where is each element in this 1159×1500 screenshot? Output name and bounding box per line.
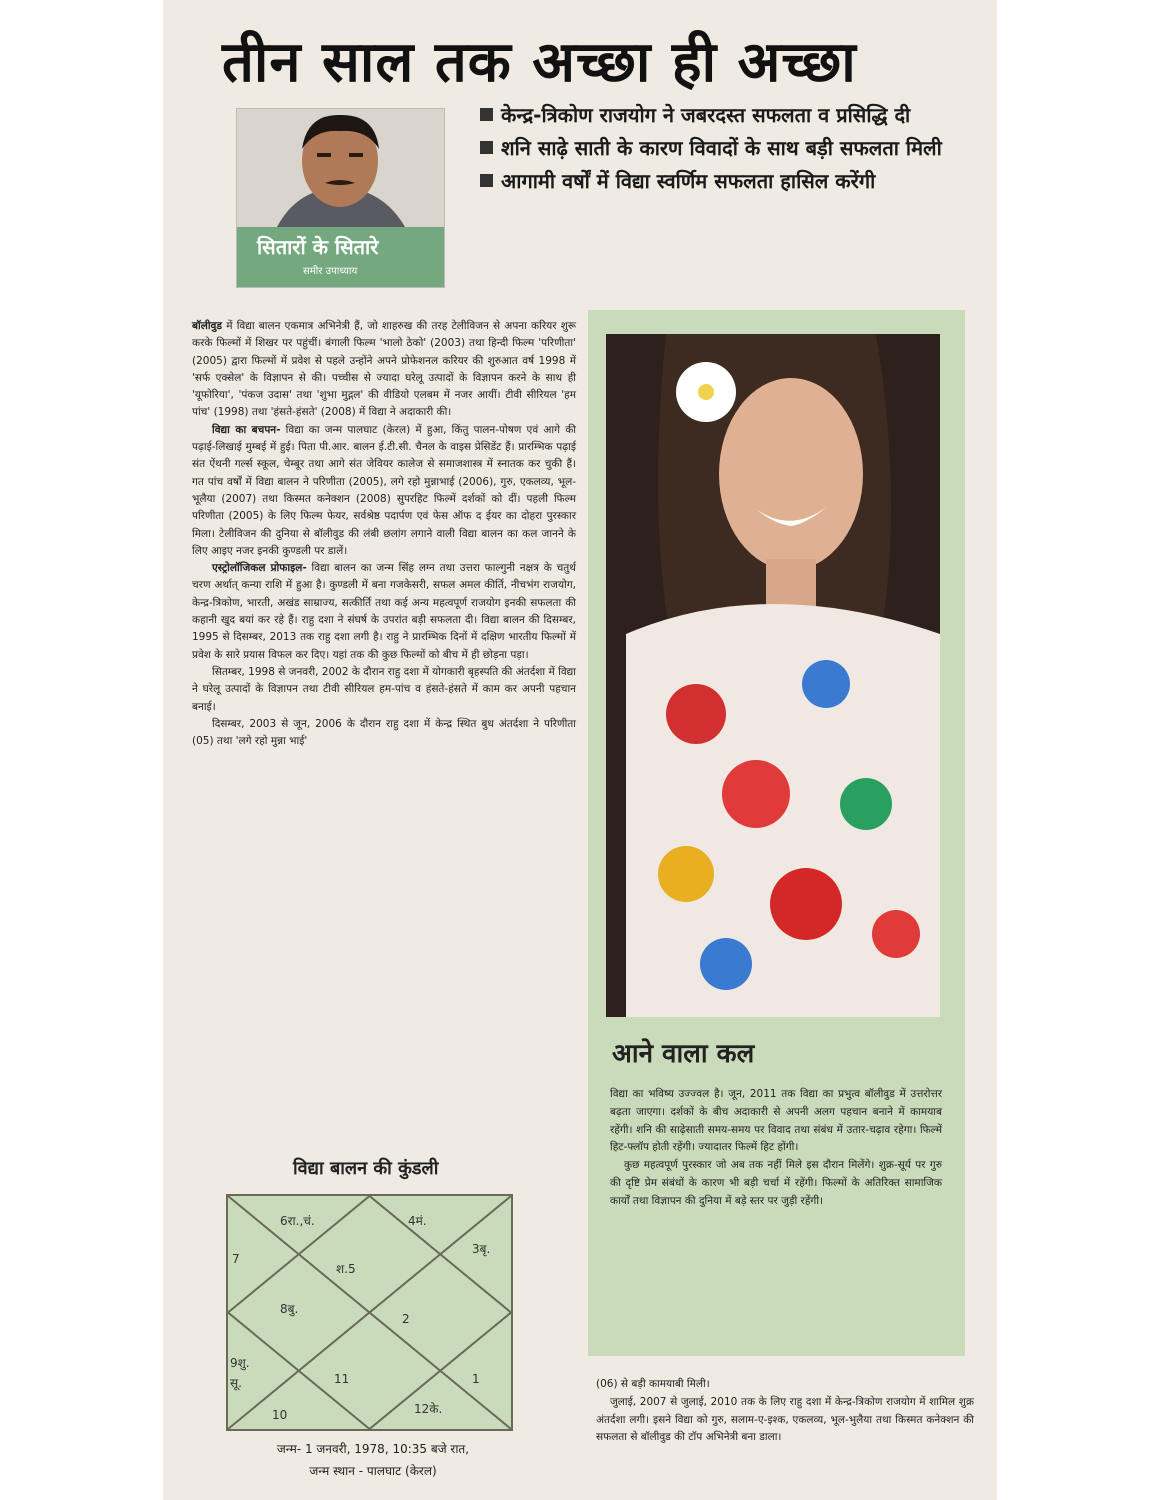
headline: तीन साल तक अच्छा ही अच्छा — [222, 30, 857, 95]
square-bullet-icon — [480, 174, 493, 187]
kundli-house: 6रा.,चं. — [280, 1214, 315, 1228]
paragraph: बॉलीवुड में विद्या बालन एकमात्र अभिनेत्री हैं, जो शाहरुख की तरह टेलीविजन से अपना करियर शुरू करके फिल्मों में शिखर पर पहुंचीं। बंगाली फिल्म 'भालो ठेको' (2003) तथा हिन्दी फिल्म 'परिणीता' (2005) द्वारा फिल्मों में प्रवेश से पहले उन्होंने अपने प्रोफेशनल करियर की शुरुआत वर्ष 1998 में 'सर्फ एक्सेल' के विज्ञापन से की। पच्चीस से ज्यादा घरेलू उत्पादों के विज्ञापन करने के साथ ही 'यूफोरिया', 'पंकज उदास' तथा 'शुभा मुद्गल' की वीडियो एलबम में नजर आयीं। टीवी सीरियल 'हम पांच' (1998) तथा 'हंसते-हंसते' (2008) में विद्या ने अदाकारी की। — [192, 320, 576, 419]
square-bullet-icon — [480, 108, 493, 121]
birth-date: जन्म- 1 जनवरी, 1978, 10:35 बजे रात, — [276, 1442, 470, 1456]
paragraph: विद्या का बचपन- विद्या का जन्म पालघाट (केरल) में हुआ, किंतु पालन-पोषण एवं आगे की पढ़ाई-लिखाई मुम्बई में हुई। पिता पी.आर. बालन ई.टी.सी. चैनल के वाइस प्रेसिडेंट हैं। प्रारम्भिक पढ़ाई संत ऐंथनी गर्ल्स स्कूल, चेम्बूर तथा आगे संत जेवियर कालेज से समाजशास्त्र में स्नातक कर चुकी हैं। गत पांच वर्षों में विद्या बालन ने परिणीता (2005), लगे रहो मुन्नाभाई (2006), गुरु, एकलव्य, भूल-भूलैया (2007) तथा किस्मत कनेक्शन (2008) सुपरहिट फिल्में दर्शकों को दीं। पहली फिल्म परिणीता (2005) के लिए फिल्म फेयर, सर्वश्रेष्ठ पदार्पण एवं फेस ऑफ द ईयर का दोहरा पुरस्कार मिला। टेलीविजन की दुनिया से बॉलीवुड की लंबी छलांग लगाने वाली विद्या बालन का कल जानने के लिए आइए नजर इनकी कुण्डली पर डालें। — [192, 423, 576, 557]
kundli-house: 10 — [272, 1408, 288, 1422]
birth-place: जन्म स्थान - पालघाट (केरल) — [309, 1464, 437, 1478]
paragraph: विद्या का भविष्य उज्ज्वल है। जून, 2011 तक विद्या का प्रभुत्व बॉलीवुड में उत्तरोत्तर बढ़ता जाएगा। दर्शकों के बीच अदाकारी से अपनी अलग पहचान बनाने में कामयाब रहेंगी। शनि की साढ़ेसाती समय-समय पर विवाद तथा संबंध में उतार-चढ़ाव रहेगा। फिल्में हिट-फ्लॉप होती रहेंगी। ज्यादातर फिल्में हिट होंगी। — [610, 1088, 942, 1154]
highlight-bullets — [474, 100, 954, 199]
paragraph: (06) से बड़ी कामयाबी मिली। — [596, 1378, 710, 1390]
bullet-item: केन्द्र-त्रिकोण राजयोग ने जबरदस्त सफलता व प्रसिद्धि दी — [474, 100, 954, 130]
paragraph: दिसम्बर, 2003 से जून, 2006 के दौरान राहु दशा में केन्द्र स्थित बुध अंतर्दशा ने परिणीता (05) तथा 'लगे रहो मुन्ना भाई' — [192, 717, 576, 748]
kundli-house: 1 — [472, 1372, 480, 1386]
kundli-house: 9शु. — [230, 1356, 250, 1370]
kundli-house: 7 — [232, 1252, 240, 1266]
bullet-item: आगामी वर्षों में विद्या स्वर्णिम सफलता हासिल करेंगी — [474, 166, 954, 196]
paragraph: जुलाई, 2007 से जुलाई, 2010 तक के लिए राहु दशा में केन्द्र-त्रिकोण राजयोग में शामिल शुक्र अंतर्दशा लगी। इसने विद्या को गुरु, सलाम-ए-इश्क, एकलव्य, भूल-भुलैया तथा किस्मत कनेक्शन की सफलता से बॉलीवुड की टॉप अभिनेत्री बना डाला। — [596, 1395, 974, 1444]
bullet-item: शनि साढ़े साती के कारण विवादों के साथ बड़ी सफलता मिली — [474, 133, 954, 163]
column-author-box — [236, 108, 445, 288]
column-banner — [237, 227, 444, 287]
author-photo — [237, 109, 444, 227]
kundli-chart — [226, 1194, 513, 1431]
birth-details — [253, 1438, 493, 1482]
paragraph: एस्ट्रोलॉजिकल प्रोफाइल- विद्या बालन का जन्म सिंह लग्न तथा उत्तरा फाल्गुनी नक्षत्र के चतुर्थ चरण अर्थात् कन्या राशि में हुआ है। कुण्डली में बना गजकेसरी, सफल अमल कीर्ति, नीचभंग राजयोग, केन्द्र-त्रिकोण, भारती, अखंड साम्राज्य, सत्कीर्ति तथा कई अन्य महत्वपूर्ण राजयोग इनकी सफलता की कहानी खुद बयां कर रहे हैं। राहु दशा ने संघर्ष के उपरांत बड़ी सफलता दी। विद्या बालन की दिसम्बर, 1995 से दिसम्बर, 2013 तक राहु दशा लगी है। राहु ने प्रारम्भिक दिनों में दक्षिण भारतीय फिल्मों में प्रवेश के सारे प्रयास विफल कर दिए। यहां तक की कुछ फिल्मों को बीच में ही छोड़ना पड़ा। — [192, 562, 577, 661]
kundli-title: विद्या बालन की कुंडली — [293, 1158, 439, 1179]
column-title: सितारों के सितारे — [257, 235, 379, 259]
article-continuation — [596, 1376, 974, 1447]
kundli-house: श.5 — [336, 1262, 356, 1276]
kundli-house: सू. — [230, 1376, 242, 1390]
kundli-house: 8बु. — [280, 1302, 299, 1316]
square-bullet-icon — [480, 141, 493, 154]
article-body — [192, 318, 576, 750]
column-author: समीर उपाध्याय — [303, 266, 358, 277]
kundli-house: 12के. — [414, 1402, 443, 1416]
kundli-house: 11 — [334, 1372, 350, 1386]
kundli-house: 2 — [402, 1312, 410, 1326]
kundli-house: 3बृ. — [472, 1242, 491, 1256]
kundli-house: 4मं. — [408, 1214, 427, 1228]
actress-photo — [606, 334, 940, 1017]
future-section — [610, 1086, 942, 1211]
paragraph: कुछ महत्वपूर्ण पुरस्कार जो अब तक नहीं मिले इस दौरान मिलेंगे। शुक्र-सूर्य पर गुरु की दृष्टि प्रेम संबंधों के कारण भी बड़ी चर्चा में रहेंगी। फिल्मों के अतिरिक्त सामाजिक कार्यों तथा विज्ञापन की दुनिया में बड़े स्तर पर जुड़ी रहेंगी। — [610, 1159, 942, 1207]
future-title: आने वाला कल — [612, 1039, 755, 1069]
paragraph: सितम्बर, 1998 से जनवरी, 2002 के दौरान राहु दशा में योगकारी बृहस्पति की अंतर्दशा में विद्या ने घरेलू उत्पादों के विज्ञापन तथा टीवी सीरियल हम-पांच व हंसते-हंसते में काम कर अपनी पहचान बनाई। — [192, 665, 576, 713]
